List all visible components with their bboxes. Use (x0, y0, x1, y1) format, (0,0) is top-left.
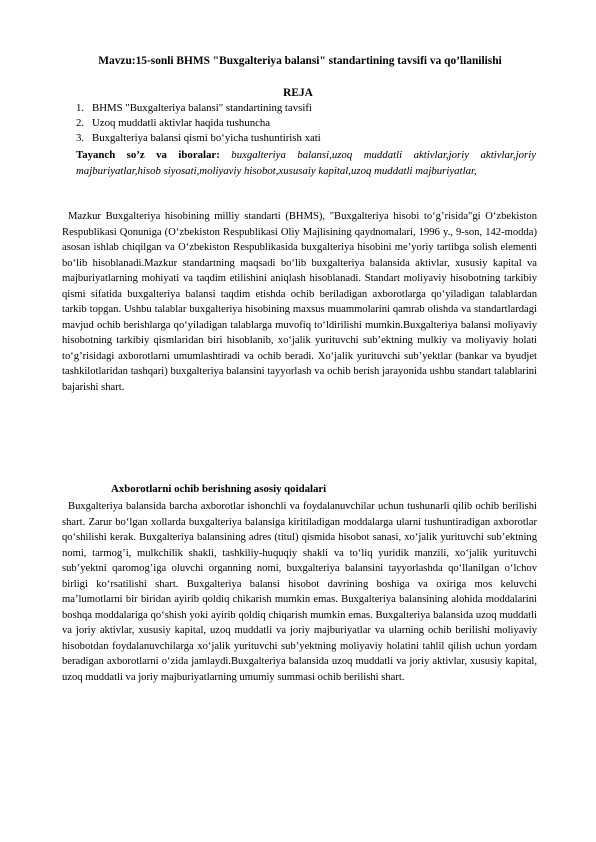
plan-item-text: Uzoq muddatli aktivlar haqida tushuncha (92, 117, 271, 129)
document-title: Mavzu:15-sonli BHMS "Buxgalteriya balansi" standartining tavsifi va qo’llanilishi (98, 55, 502, 67)
body-paragraph-2: Buxgalteriya balansida barcha axborotlar ishonchli va foydalanuvchilar uchun tushunarli qilib ochib berilishi shart. Zarur bo‘lgan xollarda buxgalteriya balansiga kiritiladigan moddalarga ularni tushuntiradigan axborotlar qo‘shilishi kerak. Buxgalteriya balansining adres (titul) qismida hisobot sanasi, xo‘jalik yurituvchi sub’ektning nomi, tarmog’i, mulkchilik shakli, tashkiliy-huquqiy shakli va to‘liq yuridik manzili, xo‘jalik yurituvchi sub’yektni qaromog’iga oluvchi organning nomi, buxgalteriya balansini tayyorlashda qo‘llanilgan o‘lchov birligi ko‘rsatilishi shart. Buxgalteriya balansi hisobot davrining boshiga va oxiriga mos keluvchi ma’lumotlarni bir biridan ayirib qoldiq chikarish mumkin emas. Buxgalteriya balansining alohida moddalarini boshqa moddalariga qo‘shish yoki ayirib qoldiq chiqarish mumkin emas. Buxgalteriya balansida uzoq muddatli va joriy aktivlar, xususiy kapital, uzoq muddatli va joriy majburiyatlar va ularning ochib berilishi moliyaviy hisobotdan foydalanuvchilarga xo‘jalik yurituvchi sub’yektning moliyaviy holatini tahlil qilish uchun yordam beradigan axborotlarni o‘zida jamlaydi.Buxgalteriya balansida uzoq muddatli va joriy aktivlar, xususiy kapital, uzoq muddatli va joriy majburiyatlarning umumiy summasi ochib berilishi shart. (62, 501, 537, 684)
plan-item-number: 2. (76, 117, 85, 129)
plan-heading: REJA (283, 87, 313, 99)
plan-item (76, 101, 536, 116)
plan-item-text: BHMS "Buxgalteriya balansi" standartining tavsifi (92, 102, 312, 114)
plan-list (76, 101, 536, 146)
keywords-block (76, 147, 536, 179)
body-paragraph-1: Mazkur Buxgalteriya hisobining milliy standarti (BHMS), "Buxgalteriya hisobi to‘g’risida"gi O‘zbekiston Respublikasi Qonuniga (O‘zbekiston Respublikasi Oliy Majlisining qaydnomalari, 1996 y., 9-son, 142-modda) asosan ishlab chiqilgan va O‘zbekiston Respublikasida buxgalteriya hisobini me’yoriy tartibga solish elementi bo‘lib hisoblanadi.Mazkur standartning maqsadi bo‘lib buxgalteriya balansida aktivlar, xususiy kapital va majburiyatlarning mohiyati va taqdim etilishini aniqlash hisoblanadi. Standart moliyaviy hisobotning tarkibiy qismi sifatida buxgalteriya balansi taqdim etishda ochib beriladigan axborotlarga qo‘yiladigan talablardan tarkib topgan. Ushbu talablar buxgalteriya hisobining maxsus muammolarini qamrab olishda va standartlardagi mavjud ochib berishlarga qo‘yiladigan talablarga muvofiq to‘ldirilishi mumkin.Buxgalteriya balansi moliyaviy hisobotning tarkibiy qismlaridan biri hisoblanib, xo‘jalik yurituvchi sub’ektning mulkiy va moliyaviy holati to‘g’risidagi axborotlarni umumlashtiradi va ochib beradi. Xo‘jalik yurituvchi sub’yektlar (bankar va byudjet tashkilotlaridan tashqari) buxgalteriya balansini tayyorlash va ochib berish jarayonida ushbu standart talablarini bajarishi shart. (62, 211, 537, 394)
keywords-label: Tayanch so’z va iboralar: (76, 149, 220, 161)
plan-item-number: 3. (76, 132, 85, 144)
keywords-text: buxgalteriya balansi,uzoq muddatli aktivlar,joriy aktivlar,joriy majburiyatlar,hisob siyosati,moliyaviy hisobot,xususaiy kapital,uzoq muddatli majburiyatlar, (76, 149, 536, 177)
plan-item (76, 116, 536, 131)
plan-item-text: Buxgalteriya balansi qismi bo‘yicha tushuntirish xati (92, 132, 321, 144)
plan-item-number: 1. (76, 102, 85, 114)
plan-item (76, 131, 536, 146)
section-subheading: Axborotlarni ochib berishning asosiy qoidalari (111, 483, 327, 495)
